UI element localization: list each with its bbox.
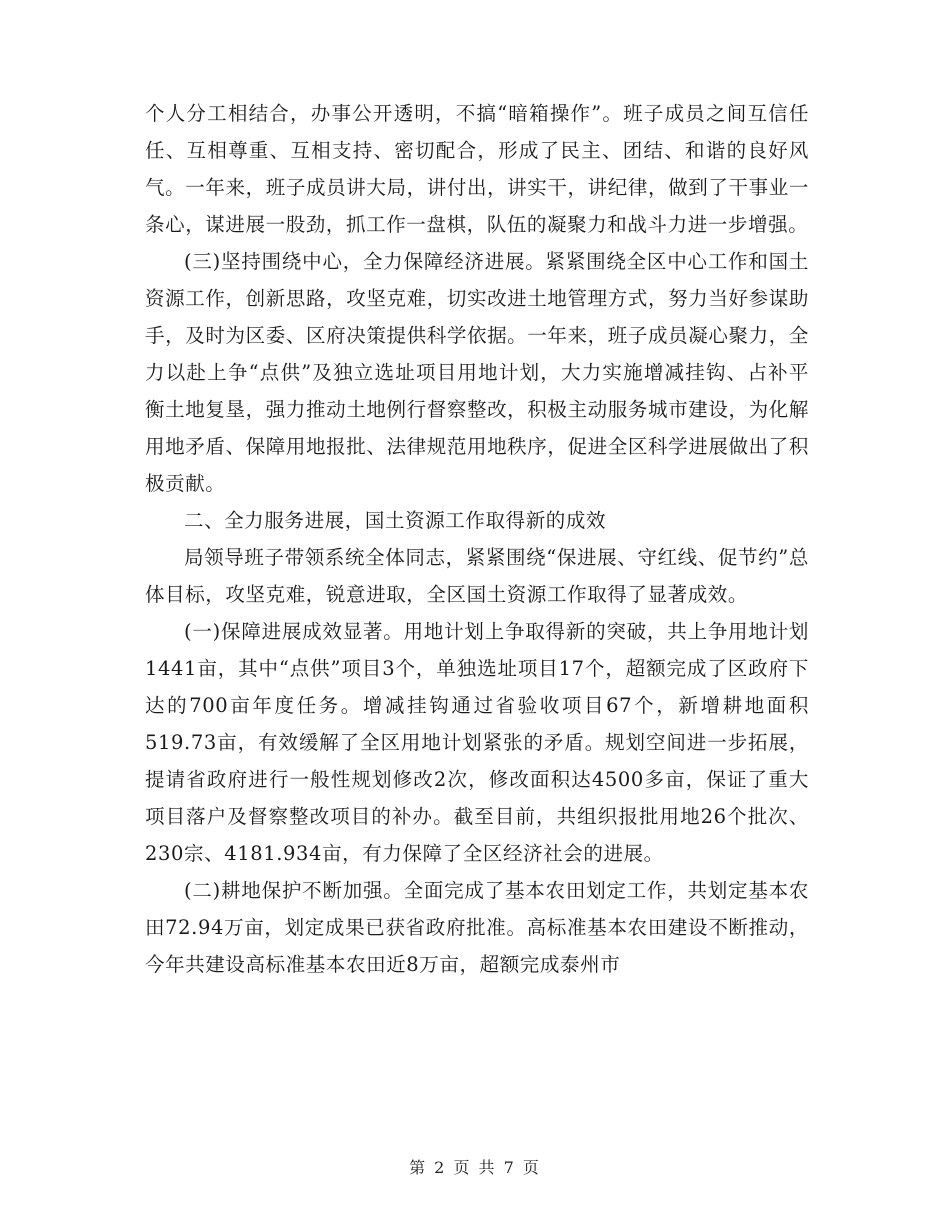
section-heading: 二、全力服务进展，国土资源工作取得新的成效: [184, 509, 607, 532]
page-number-footer: 第 2 页 共 7 页: [409, 1158, 541, 1177]
paragraph-1: 个人分工相结合，办事公开透明，不搞“暗箱操作”。班子成员之间互信任任、互相尊重、互相支持、密切配合，形成了民主、团结、和谐的良好风气。一年来，班子成员讲大局，讲付出，讲实干，讲纪律，做到了干事业一条心，谋进展一股劲，抓工作一盘棋，队伍的凝聚力和战斗力进一步增强。: [145, 102, 809, 236]
paragraph-5: (二)耕地保护不断加强。全面完成了基本农田划定工作，共划定基本农田72.94万亩，划定成果已获省政府批准。高标准基本农田建设不断推动，今年共建设高标准基本农田近8万亩，超额完成泰州市: [145, 879, 809, 976]
paragraph-4: (一)保障进展成效显著。用地计划上争取得新的突破，共上争用地计划1441亩，其中“点供”项目3个，单独选址项目17个，超额完成了区政府下达的700亩年度任务。增减挂钩通过省验收项目67个，新增耕地面积519.73亩，有效缓解了全区用地计划紧张的矛盾。规划空间进一步拓展，提请省政府进行一般性规划修改2次，修改面积达4500多亩，保证了重大项目落户及督察整改项目的补办。截至目前，共组织报批用地26个批次、230宗、4181.934亩，有力保障了全区经济社会的进展。: [145, 620, 809, 865]
paragraph-3: 局领导班子带领系统全体同志，紧紧围绕“保进展、守红线、促节约”总体目标，攻坚克难，锐意进取，全区国土资源工作取得了显著成效。: [145, 546, 809, 606]
paragraph-2: (三)坚持围绕中心，全力保障经济进展。紧紧围绕全区中心工作和国土资源工作，创新思路，攻坚克难，切实改进土地管理方式，努力当好参谋助手，及时为区委、区府决策提供科学依据。一年来，班子成员凝心聚力，全力以赴上争“点供”及独立选址项目用地计划，大力实施增减挂钩、占补平衡土地复垦，强力推动土地例行督察整改，积极主动服务城市建设，为化解用地矛盾、保障用地报批、法律规范用地秩序，促进全区科学进展做出了积极贡献。: [145, 250, 809, 495]
document-body: [145, 95, 809, 983]
